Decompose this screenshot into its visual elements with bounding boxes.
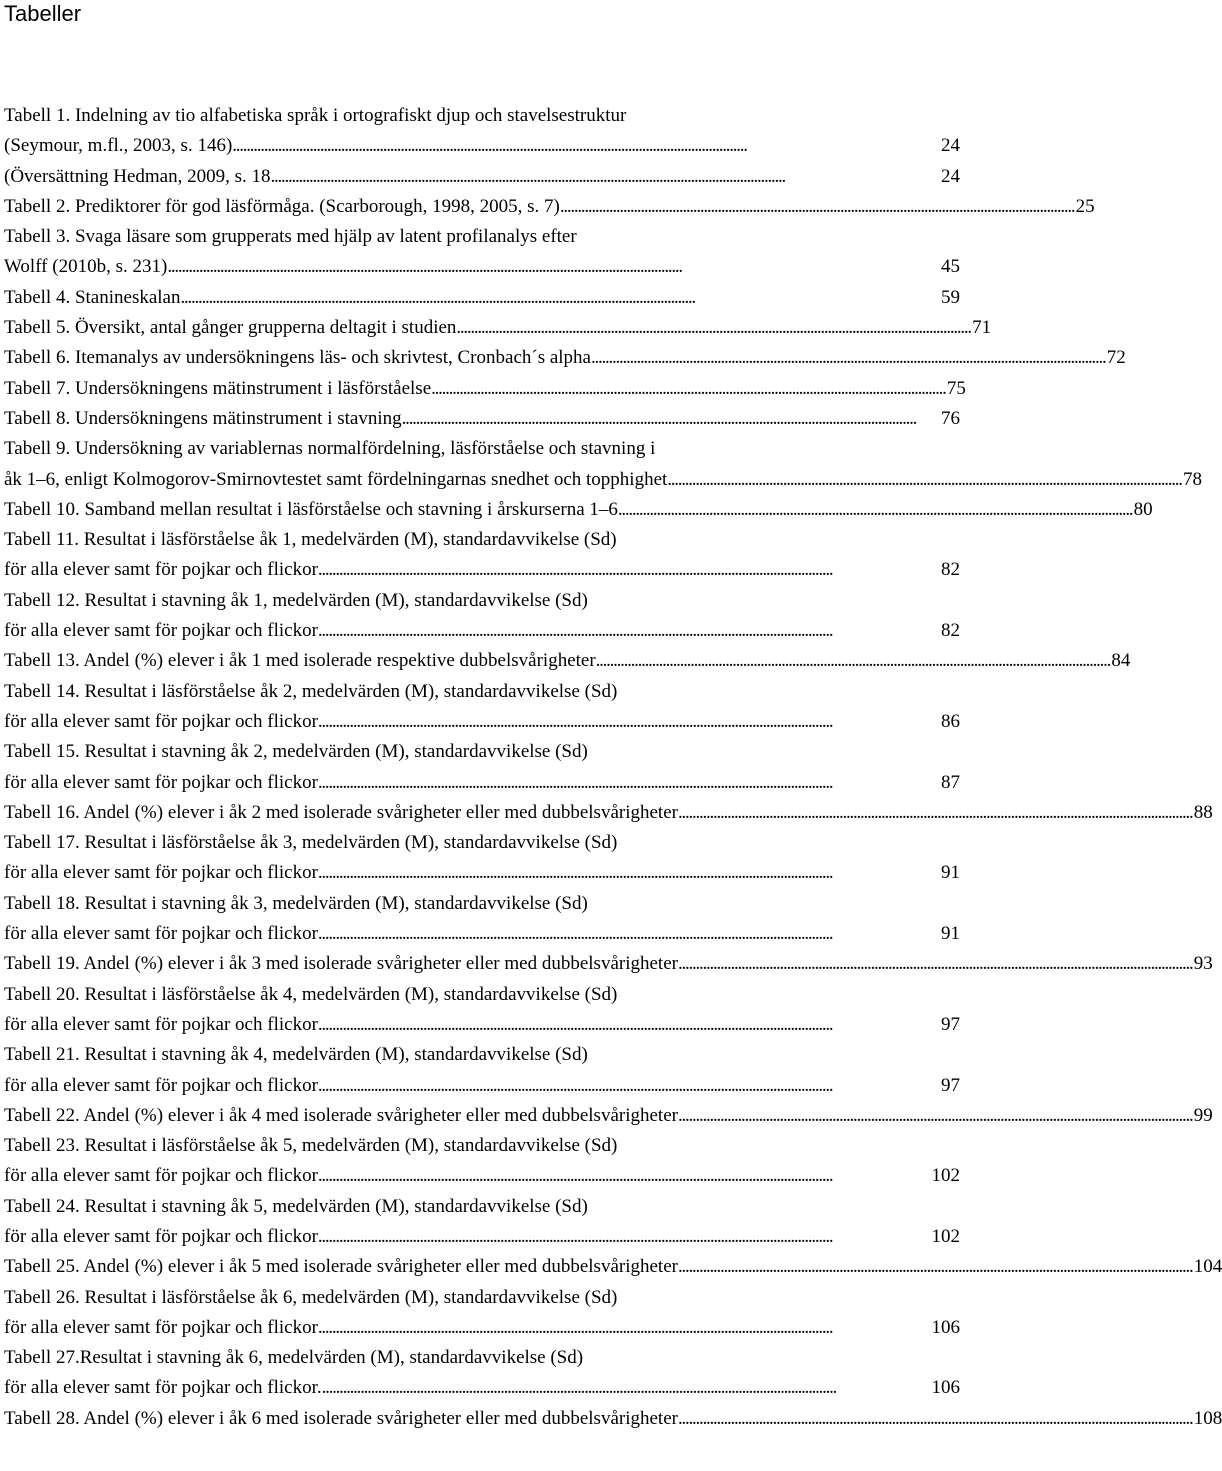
dot-leader xyxy=(318,1071,938,1101)
toc-entry[interactable] xyxy=(4,828,960,889)
toc-entry[interactable] xyxy=(4,1101,1213,1131)
toc-entry[interactable] xyxy=(4,1252,1222,1282)
toc-entry[interactable] xyxy=(4,404,960,434)
dot-leader xyxy=(167,252,938,282)
toc-entry-text: för alla elever samt för pojkar och flickor xyxy=(4,710,318,732)
toc-entry-text: för alla elever samt för pojkar och flickor xyxy=(4,1165,318,1187)
toc-list xyxy=(4,101,1222,1434)
toc-page-number: 91 xyxy=(941,923,960,945)
toc-entry-text: för alla elever samt för pojkar och flickor xyxy=(4,1074,318,1096)
table-of-tables xyxy=(4,0,1222,1434)
page-title: Tabeller xyxy=(4,1,82,26)
toc-entry[interactable] xyxy=(4,283,960,313)
toc-page-number: 106 xyxy=(931,1377,960,1399)
dot-leader xyxy=(678,1404,1191,1434)
toc-page-number: 45 xyxy=(941,256,960,278)
toc-entry-last-line xyxy=(4,1404,1222,1434)
toc-page-number: 84 xyxy=(1111,650,1131,672)
dot-leader xyxy=(667,465,1180,495)
toc-entry[interactable] xyxy=(4,737,960,798)
toc-entry-text: Tabell 20. Resultat i läsförståelse åk 4, medelvärden (M), standardavvikelse (Sd) xyxy=(4,983,618,1005)
toc-entry-last-line xyxy=(4,646,1131,676)
toc-page-number: 97 xyxy=(941,1074,960,1096)
toc-entry-text: Tabell 17. Resultat i läsförståelse åk 3, medelvärden (M), standardavvikelse (Sd) xyxy=(4,832,618,854)
toc-entry-last-line xyxy=(4,465,1203,495)
dot-leader xyxy=(318,1313,929,1343)
toc-entry[interactable] xyxy=(4,889,960,950)
toc-entry-text: Tabell 8. Undersökningens mätinstrument i stavning xyxy=(4,407,402,429)
toc-entry-text: Tabell 3. Svaga läsare som grupperats med hjälp av latent profilanalys efter xyxy=(4,226,577,248)
toc-entry-text: Tabell 6. Itemanalys av undersökningens läs- och skrivtest, Cronbach´s alpha xyxy=(4,347,591,369)
toc-entry[interactable] xyxy=(4,222,960,283)
toc-entry-last-line xyxy=(4,707,960,737)
toc-page-number: 104 xyxy=(1193,1256,1222,1278)
toc-page-number: 99 xyxy=(1193,1104,1213,1126)
dot-leader xyxy=(318,707,938,737)
dot-leader xyxy=(591,343,1104,373)
toc-page-number: 106 xyxy=(931,1316,960,1338)
toc-entry-last-line xyxy=(4,1313,960,1343)
toc-entry[interactable] xyxy=(4,646,1131,676)
toc-entry[interactable] xyxy=(4,586,960,647)
toc-entry-last-line xyxy=(4,1252,1222,1282)
toc-entry-last-line xyxy=(4,1071,960,1101)
toc-entry[interactable] xyxy=(4,1283,960,1344)
toc-page-number: 72 xyxy=(1106,347,1126,369)
toc-entry[interactable] xyxy=(4,192,1095,222)
toc-entry-text: Tabell 28. Andel (%) elever i åk 6 med isolerade svårigheter eller med dubbelsvårigheter xyxy=(4,1407,678,1429)
toc-page-number: 88 xyxy=(1193,801,1213,823)
toc-page-number: 102 xyxy=(931,1225,960,1247)
toc-entry-line xyxy=(4,1192,960,1222)
toc-entry-last-line xyxy=(4,192,1095,222)
toc-entry[interactable] xyxy=(4,434,1203,495)
toc-entry-text: Tabell 16. Andel (%) elever i åk 2 med isolerade svårigheter eller med dubbelsvårigheter xyxy=(4,801,678,823)
toc-entry-line xyxy=(4,1283,960,1313)
toc-entry-text: Tabell 24. Resultat i stavning åk 5, medelvärden (M), standardavvikelse (Sd) xyxy=(4,1195,588,1217)
toc-entry-text: Tabell 5. Översikt, antal gånger grupperna deltagit i studien xyxy=(4,317,457,339)
toc-entry-last-line xyxy=(4,343,1126,373)
dot-leader xyxy=(618,495,1131,525)
toc-page-number: 93 xyxy=(1193,953,1213,975)
toc-entry-text: för alla elever samt för pojkar och flickor xyxy=(4,923,318,945)
toc-entry-line xyxy=(4,101,960,131)
toc-entry-text: Tabell 4. Stanineskalan xyxy=(4,286,181,308)
dot-leader xyxy=(318,616,938,646)
toc-entry-last-line xyxy=(4,949,1213,979)
toc-entry-text: för alla elever samt för pojkar och flickor xyxy=(4,559,318,581)
toc-entry-line xyxy=(4,828,960,858)
dot-leader xyxy=(318,858,938,888)
toc-entry[interactable] xyxy=(4,1040,960,1101)
dot-leader xyxy=(318,768,938,798)
toc-entry-last-line xyxy=(4,768,960,798)
toc-entry-text: (Seymour, m.fl., 2003, s. 146) xyxy=(4,135,233,157)
toc-entry-line xyxy=(4,1343,960,1373)
toc-entry[interactable] xyxy=(4,1404,1222,1434)
toc-entry-text: för alla elever samt för pojkar och flickor xyxy=(4,862,318,884)
toc-entry-text: Tabell 14. Resultat i läsförståelse åk 2, medelvärden (M), standardavvikelse (Sd) xyxy=(4,680,618,702)
toc-entry-text: Tabell 18. Resultat i stavning åk 3, medelvärden (M), standardavvikelse (Sd) xyxy=(4,892,588,914)
toc-entry-text: Tabell 1. Indelning av tio alfabetiska språk i ortografiskt djup och stavelsestruktur xyxy=(4,105,627,126)
dot-leader xyxy=(318,1161,929,1191)
toc-entry-text: Tabell 27.Resultat i stavning åk 6, medelvärden (M), standardavvikelse (Sd) xyxy=(4,1347,584,1369)
toc-entry-text: för alla elever samt för pojkar och flickor xyxy=(4,1316,318,1338)
toc-entry-text: för alla elever samt för pojkar och flickor. xyxy=(4,1377,322,1399)
toc-page-number: 75 xyxy=(946,377,966,399)
toc-entry[interactable] xyxy=(4,313,992,343)
toc-page-number: 91 xyxy=(941,862,960,884)
toc-entry[interactable] xyxy=(4,525,960,586)
toc-entry-text: Tabell 12. Resultat i stavning åk 1, medelvärden (M), standardavvikelse (Sd) xyxy=(4,589,588,611)
toc-page-number: 78 xyxy=(1183,468,1203,490)
toc-entry-text: Tabell 19. Andel (%) elever i åk 3 med isolerade svårigheter eller med dubbelsvårigheter xyxy=(4,953,678,975)
toc-entry[interactable] xyxy=(4,980,960,1041)
toc-entry-line xyxy=(4,586,960,616)
toc-entry-last-line xyxy=(4,1101,1213,1131)
toc-entry[interactable] xyxy=(4,101,960,162)
toc-page-number: 71 xyxy=(972,317,992,339)
toc-entry-text: för alla elever samt för pojkar och flickor xyxy=(4,1225,318,1247)
toc-page-number: 24 xyxy=(941,165,960,187)
toc-entry[interactable] xyxy=(4,677,960,738)
toc-entry-last-line xyxy=(4,1010,960,1040)
toc-entry-text: för alla elever samt för pojkar och flickor xyxy=(4,620,318,642)
toc-entry-text: Tabell 25. Andel (%) elever i åk 5 med isolerade svårigheter eller med dubbelsvårigheter xyxy=(4,1256,678,1278)
toc-entry-text: åk 1–6, enligt Kolmogorov-Smirnovtestet samt fördelningarnas snedhet och topphighet xyxy=(4,468,668,490)
dot-leader xyxy=(560,192,1073,222)
toc-page-number: 80 xyxy=(1133,498,1153,520)
toc-page-number: 24 xyxy=(941,135,960,157)
toc-entry-line xyxy=(4,677,960,707)
toc-entry-text: Tabell 23. Resultat i läsförståelse åk 5, medelvärden (M), standardavvikelse (Sd) xyxy=(4,1135,618,1157)
toc-entry-last-line xyxy=(4,162,960,192)
toc-entry-last-line xyxy=(4,1373,960,1403)
toc-entry-last-line xyxy=(4,858,960,888)
toc-entry-last-line xyxy=(4,555,960,585)
dot-leader xyxy=(596,646,1109,676)
toc-entry-line xyxy=(4,1131,960,1161)
dot-leader xyxy=(456,313,969,343)
toc-page-number: 25 xyxy=(1075,195,1095,217)
toc-entry[interactable] xyxy=(4,1131,960,1192)
toc-entry-text: Tabell 11. Resultat i läsförståelse åk 1, medelvärden (M), standardavvikelse (Sd) xyxy=(4,529,617,551)
toc-entry[interactable] xyxy=(4,343,1126,373)
dot-leader xyxy=(232,131,938,161)
dot-leader xyxy=(431,374,944,404)
dot-leader xyxy=(318,1010,938,1040)
dot-leader xyxy=(678,1101,1191,1131)
toc-page-number: 86 xyxy=(941,710,960,732)
toc-entry-text: Tabell 13. Andel (%) elever i åk 1 med isolerade respektive dubbelsvårigheter xyxy=(4,650,596,672)
dot-leader xyxy=(678,949,1191,979)
toc-entry-text: Tabell 9. Undersökning av variablernas normalfördelning, läsförståelse och stavning i xyxy=(4,438,656,460)
dot-leader xyxy=(402,404,938,434)
toc-entry-text: Tabell 7. Undersökningens mätinstrument i läsförståelse xyxy=(4,377,432,399)
toc-entry-last-line xyxy=(4,313,992,343)
toc-entry[interactable] xyxy=(4,162,960,192)
toc-entry-text: Tabell 2. Prediktorer för god läsförmåga. (Scarborough, 1998, 2005, s. 7) xyxy=(4,195,560,217)
toc-entry-text: (Översättning Hedman, 2009, s. 18 xyxy=(4,165,271,187)
toc-entry-last-line xyxy=(4,1161,960,1191)
toc-entry-text: Tabell 22. Andel (%) elever i åk 4 med isolerade svårigheter eller med dubbelsvårigheter xyxy=(4,1104,678,1126)
toc-page-number: 76 xyxy=(941,407,960,429)
toc-page-number: 102 xyxy=(931,1165,960,1187)
toc-entry-line xyxy=(4,525,960,555)
toc-entry-last-line xyxy=(4,252,960,282)
dot-leader xyxy=(678,1252,1191,1282)
toc-page-number: 82 xyxy=(941,559,960,581)
dot-leader xyxy=(318,1222,929,1252)
toc-entry[interactable] xyxy=(4,1343,960,1404)
toc-entry-line xyxy=(4,980,960,1010)
toc-entry-text: Tabell 26. Resultat i läsförståelse åk 6, medelvärden (M), standardavvikelse (Sd) xyxy=(4,1286,618,1308)
toc-entry[interactable] xyxy=(4,798,1213,828)
toc-page-number: 82 xyxy=(941,620,960,642)
toc-entry-line xyxy=(4,1040,960,1070)
dot-leader xyxy=(270,162,938,192)
dot-leader xyxy=(180,283,938,313)
toc-entry-last-line xyxy=(4,1222,960,1252)
toc-entry-last-line xyxy=(4,283,960,313)
dot-leader xyxy=(678,798,1191,828)
toc-entry-text: för alla elever samt för pojkar och flickor xyxy=(4,771,318,793)
dot-leader xyxy=(318,555,938,585)
toc-page-number: 108 xyxy=(1193,1407,1222,1429)
toc-entry-text: Tabell 21. Resultat i stavning åk 4, medelvärden (M), standardavvikelse (Sd) xyxy=(4,1044,588,1066)
toc-entry-last-line xyxy=(4,798,1213,828)
toc-entry-line xyxy=(4,222,960,252)
toc-entry-line xyxy=(4,889,960,919)
toc-page-number: 97 xyxy=(941,1013,960,1035)
dot-leader xyxy=(318,919,938,949)
toc-entry-last-line xyxy=(4,616,960,646)
toc-entry[interactable] xyxy=(4,1192,960,1253)
toc-entry-last-line xyxy=(4,374,966,404)
toc-entry[interactable] xyxy=(4,495,1153,525)
toc-entry-last-line xyxy=(4,495,1153,525)
toc-page-number: 87 xyxy=(941,771,960,793)
toc-entry[interactable] xyxy=(4,949,1213,979)
toc-entry-last-line xyxy=(4,131,960,161)
toc-entry-text: Tabell 10. Samband mellan resultat i läsförståelse och stavning i årskurserna 1–6 xyxy=(4,498,618,520)
toc-entry-text: Tabell 15. Resultat i stavning åk 2, medelvärden (M), standardavvikelse (Sd) xyxy=(4,741,588,763)
toc-page-number: 59 xyxy=(941,286,960,308)
toc-entry-text: för alla elever samt för pojkar och flickor xyxy=(4,1013,318,1035)
dot-leader xyxy=(322,1373,929,1403)
toc-entry-line xyxy=(4,737,960,767)
toc-entry[interactable] xyxy=(4,374,966,404)
toc-entry-line xyxy=(4,434,960,464)
toc-entry-last-line xyxy=(4,919,960,949)
toc-entry-last-line xyxy=(4,404,960,434)
toc-entry-text: Wolff (2010b, s. 231) xyxy=(4,256,168,278)
